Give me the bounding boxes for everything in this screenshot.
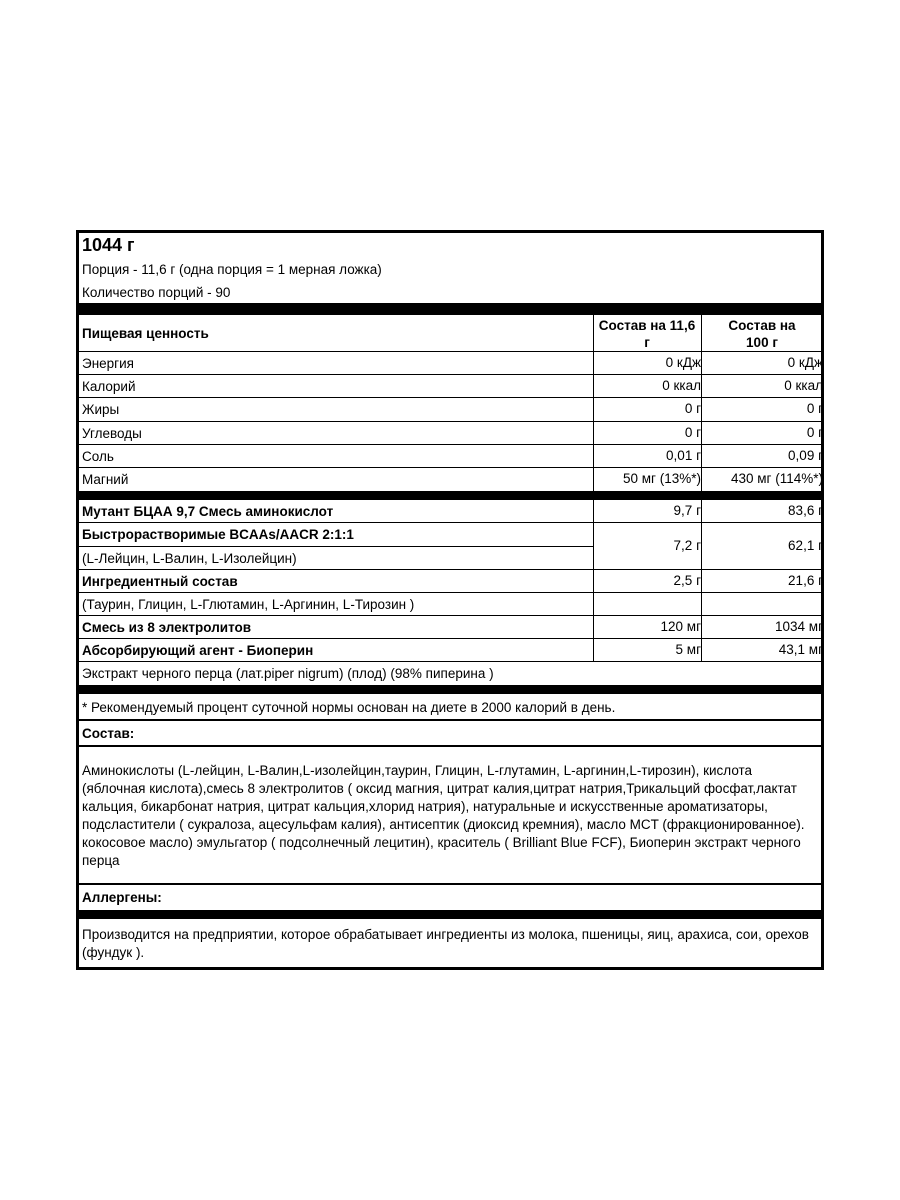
product-weight: 1044 г	[82, 235, 135, 255]
nutrition-row-magnesium: Магний 50 мг (13%*) 430 мг (114%*)	[82, 471, 823, 487]
ingredient-row-extract: Экстракт черного перца (лат.piper nigrum) (плод) (98% пиперина )	[82, 666, 494, 681]
composition-heading-row	[79, 721, 821, 747]
nutrition-row-salt: Соль 0,01 г 0,09 г	[79, 445, 821, 468]
allergens-heading: Аллергены:	[82, 890, 162, 905]
divider-thick	[79, 491, 821, 500]
column-divider	[593, 315, 594, 491]
allergens-heading-row	[79, 885, 821, 910]
row-separator	[79, 546, 593, 547]
nutrition-row-fat: Жиры 0 г 0 г	[79, 398, 821, 422]
divider-thick	[79, 685, 821, 694]
nutrition-label	[76, 230, 824, 970]
column-divider	[701, 315, 702, 491]
composition-text-row	[79, 747, 821, 885]
ingredient-row-composition-sub: (Таурин, Глицин, L-Глютамин, L-Аргинин, L-Тирозин )	[79, 593, 821, 616]
col-serving-header: Состав на 11,6 г	[598, 318, 696, 350]
servings-count: Количество порций - 90	[82, 285, 231, 300]
ingredient-row-bioperine: Абсорбирующий агент - Биоперин 5 мг 43,1 мг	[79, 639, 821, 662]
divider-thick	[79, 910, 821, 919]
column-divider	[701, 500, 702, 662]
ingredient-row-composition: Ингредиентный состав 2,5 г 21,6 г	[79, 570, 821, 593]
nutrition-title: Пищевая ценность	[82, 326, 209, 341]
col-100g-header: Состав на 100 г	[728, 318, 796, 350]
nutrition-row-calories: Калорий 0 ккал 0 ккал	[79, 375, 821, 398]
allergens-text: Производится на предприятии, которое обрабатывает ингредиенты из молока, пшеницы, яиц, арахиса, сои, орехов (фундук ).	[82, 927, 809, 960]
divider-thick	[79, 303, 821, 315]
composition-heading: Состав:	[82, 726, 135, 741]
composition-text: Аминокислоты (L-лейцин, L-Валин,L-изолейцин,таурин, Глицин, L-глутамин, L-аргинин,L-тирозин), кислота (яблочная кислота),смесь 8 электролитов ( оксид магния, цитрат калия,цитрат натрия,Трикальций фосфат,лактат кальция, бикарбонат натрия, цитрат кальция,хлорид натрия), натуральные и искусственные ароматизаторы, подсластители ( сукралоза, ацесульфам калия), антисептик (диоксид кремния), масло MCT (фракционированное). кокосовое масло) эмульгатор ( подсолнечный лецитин), краситель ( Brilliant Blue FCF), Биоперин экстракт черного перца	[82, 763, 805, 868]
footnote: * Рекомендуемый процент суточной нормы основан на диете в 2000 калорий в день.	[82, 700, 616, 715]
ingredient-row-mutant: Мутант БЦАА 9,7 Смесь аминокислот 9,7 г 83,6 г	[79, 500, 821, 523]
nutrition-header-row	[79, 315, 821, 352]
nutrition-row-energy: Энергия 0 кДж 0 кДж	[79, 352, 821, 375]
allergens-text-row	[79, 919, 821, 967]
nutrition-row-carbs: Углеводы 0 г 0 г	[79, 422, 821, 445]
column-divider	[593, 500, 594, 662]
ingredient-row-bcaa: Быстрорастворимые BCAAs/AACR 2:1:1 (L-Лейцин, L-Валин, L-Изолейцин) 7,2 г 62,1 г	[79, 523, 821, 570]
ingredient-row-electrolytes: Смесь из 8 электролитов 120 мг 1034 мг	[79, 616, 821, 639]
footnote-row	[79, 694, 821, 721]
serving-size: Порция - 11,6 г (одна порция = 1 мерная ложка)	[82, 262, 382, 277]
